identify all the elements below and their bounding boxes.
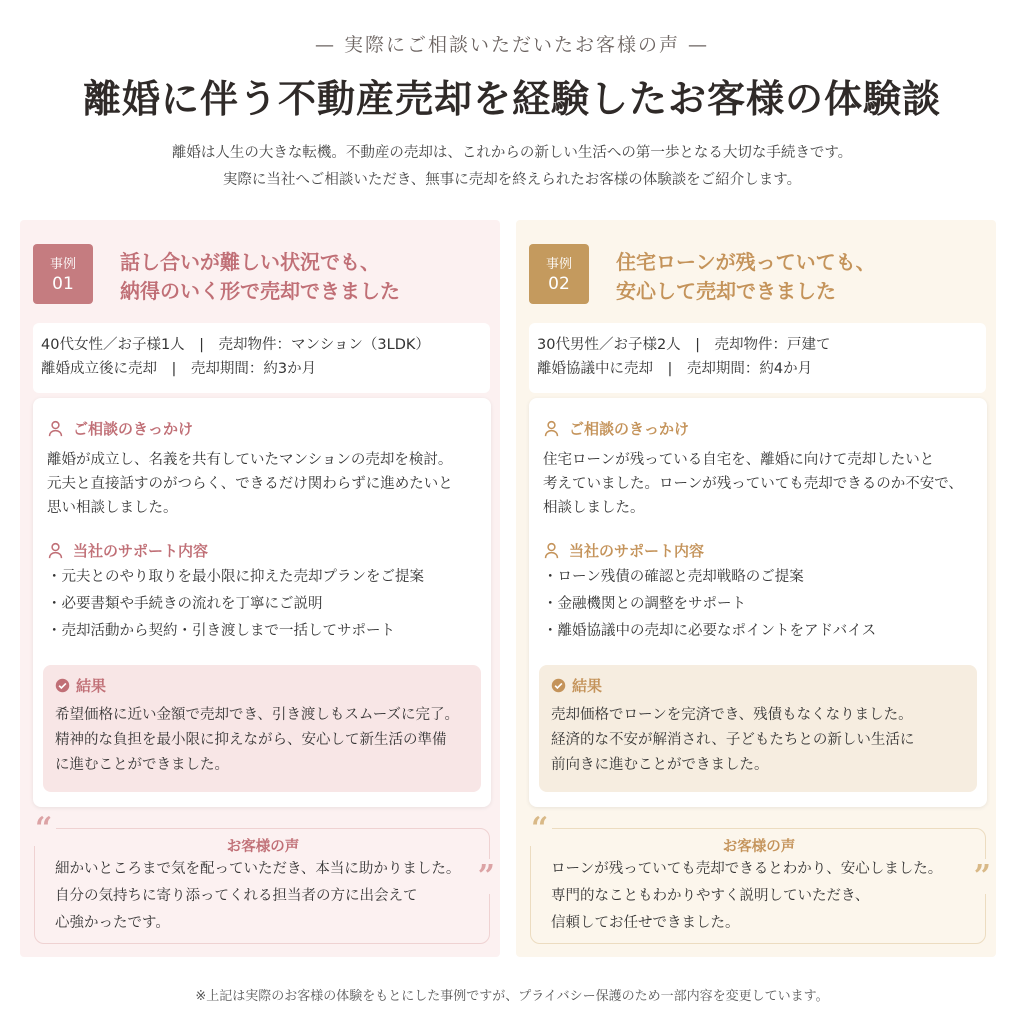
check-circle-icon [551, 678, 566, 693]
voice-line: 心強かったです。 [55, 915, 170, 931]
consult-heading-label: ご相談のきっかけ [73, 420, 194, 438]
voice-text [55, 856, 475, 937]
result-line: 売却価格でローンを完済でき、残債もなくなりました。 [551, 707, 913, 723]
voice-line: 細かいところまで気を配っていただき、本当に助かりました。 [55, 861, 461, 877]
customer-voice-box [530, 811, 991, 944]
case-badge-number: 02 [548, 274, 570, 294]
consult-heading [47, 418, 193, 439]
result-line: 精神的な負担を最小限に抑えながら、安心して新生活の準備 [55, 732, 447, 748]
consult-heading-label: ご相談のきっかけ [569, 420, 690, 438]
voice-heading: お客様の声 [722, 839, 796, 855]
support-item: ・ ローン残債の確認と売却戦略のご提案 [543, 564, 983, 591]
case-detail-panel [529, 398, 987, 807]
voice-text [551, 856, 971, 937]
result-text [551, 703, 973, 778]
voice-line: 信頼してお任せできました。 [551, 915, 740, 931]
close-quote-icon: ” [474, 859, 499, 894]
case-badge-label: 事例 [545, 257, 572, 272]
case-badge [529, 244, 589, 304]
case-title [616, 248, 876, 306]
support-list [47, 564, 487, 645]
support-heading [543, 540, 704, 561]
result-heading-label: 結果 [76, 677, 107, 695]
result-line: に進むことができました。 [55, 757, 229, 773]
person-icon [47, 420, 64, 437]
person-icon [543, 542, 560, 559]
case-detail-panel [33, 398, 491, 807]
section-eyebrow: — 実際にご相談いただいたお客様の声 — [314, 34, 710, 56]
support-item: ・ 離婚協議中の売却に必要なポイントをアドバイス [543, 618, 983, 645]
case-meta-line: 離婚協議中に売却 | 売却期間：約4か月 [537, 361, 813, 377]
customer-voice-box [34, 811, 495, 944]
support-item: ・ 元夫とのやり取りを最小限に抑えた売却プランをご提案 [47, 564, 487, 591]
consult-text [543, 448, 983, 520]
case-title-line: 安心して売却できました [616, 279, 836, 303]
page-title: 離婚に伴う不動産売却を経験したお客様の体験談 [82, 76, 941, 121]
consult-line: 思い相談しました。 [47, 500, 178, 516]
case-card-01 [20, 220, 500, 957]
case-badge [33, 244, 93, 304]
result-line: 希望価格に近い金額で売却でき、引き渡しもスムーズに完了。 [55, 707, 459, 723]
result-text [55, 703, 477, 778]
consult-line: 考えていました。ローンが残っていても売却できるのか不安で、 [543, 476, 963, 492]
case-meta-line: 離婚成立後に売却 | 売却期間：約3か月 [41, 361, 317, 377]
consult-line: 元夫と直接話すのがつらく、できるだけ関わらずに進めたいと [47, 476, 453, 492]
close-quote-icon: ” [970, 859, 995, 894]
case-title-line: 住宅ローンが残っていても、 [616, 250, 876, 274]
support-heading-label: 当社のサポート内容 [73, 542, 209, 560]
consult-heading [543, 418, 689, 439]
case-title-line: 話し合いが難しい状況でも、 [120, 250, 380, 274]
consult-line: 離婚が成立し、名義を共有していたマンションの売却を検討。 [47, 452, 453, 468]
case-meta [529, 323, 986, 393]
case-badge-label: 事例 [49, 257, 76, 272]
result-heading [55, 675, 106, 696]
case-meta-line: 40代女性／お子様1人 | 売却物件：マンション（3LDK） [41, 337, 430, 353]
consult-line: 相談しました。 [543, 500, 645, 516]
support-list [543, 564, 983, 645]
open-quote-icon: “ [527, 811, 552, 846]
support-item: ・ 金融機関との調整をサポート [543, 591, 983, 618]
voice-line: 自分の気持ちに寄り添ってくれる担当者の方に出会えて [55, 888, 418, 904]
consult-text [47, 448, 487, 520]
result-box [539, 665, 977, 792]
footnote: ※上記は実際のお客様の体験をもとにした事例ですが、プライバシー保護のため一部内容を変更しています。 [195, 989, 829, 1004]
voice-line: ローンが残っていても売却できるとわかり、安心しました。 [551, 861, 943, 877]
result-heading-label: 結果 [572, 677, 603, 695]
support-item: ・ 売却活動から契約・引き渡しまで一括してサポート [47, 618, 487, 645]
case-title [120, 248, 400, 306]
person-icon [47, 542, 64, 559]
person-icon [543, 420, 560, 437]
case-card-02 [516, 220, 996, 957]
case-meta-line: 30代男性／お子様2人 | 売却物件：戸建て [537, 337, 831, 353]
open-quote-icon: “ [31, 811, 56, 846]
support-item: ・ 必要書類や手続きの流れを丁寧にご説明 [47, 591, 487, 618]
case-title-line: 納得のいく形で売却できました [120, 279, 400, 303]
support-heading [47, 540, 208, 561]
consult-line: 住宅ローンが残っている自宅を、離婚に向けて売却したいと [543, 452, 935, 468]
intro-line: 離婚は人生の大きな転機。不動産の売却は、これからの新しい生活への第一歩となる大切な手続きです。 [171, 145, 853, 161]
result-line: 経済的な不安が解消され、子どもたちとの新しい生活に [551, 732, 915, 748]
voice-line: 専門的なこともわかりやすく説明していただき、 [551, 888, 870, 904]
support-heading-label: 当社のサポート内容 [569, 542, 705, 560]
intro-text [0, 140, 1024, 194]
result-heading [551, 675, 602, 696]
intro-line: 実際に当社へご相談いただき、無事に売却を終えられたお客様の体験談をご紹介します。 [222, 172, 802, 188]
result-box [43, 665, 481, 792]
case-meta [33, 323, 490, 393]
result-line: 前向きに進むことができました。 [551, 757, 769, 773]
voice-heading: お客様の声 [226, 839, 300, 855]
check-circle-icon [55, 678, 70, 693]
case-badge-number: 01 [52, 274, 74, 294]
